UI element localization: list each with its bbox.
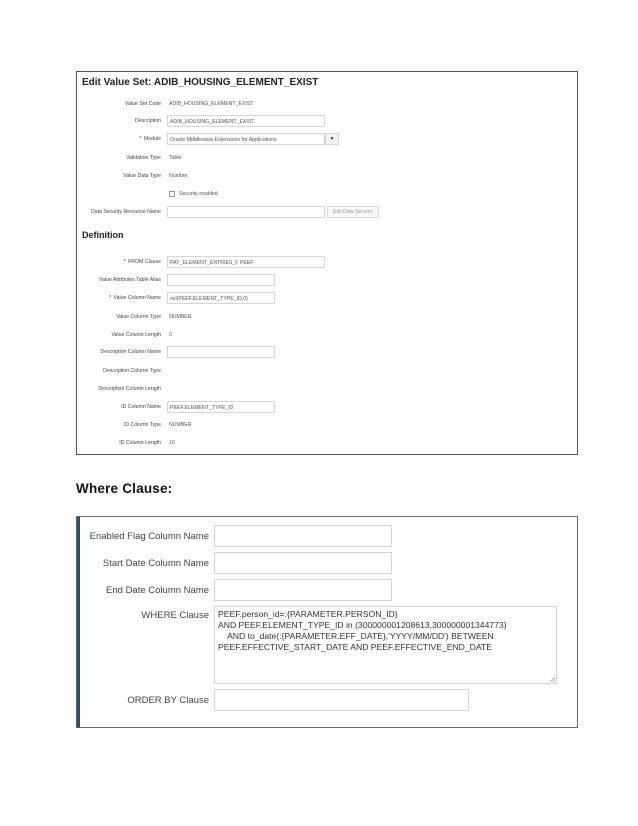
validation-type-label: Validation Type <box>126 155 161 161</box>
data-security-resource-row <box>77 206 577 220</box>
enabled-flag-column-name-label: Enabled Flag Column Name <box>89 531 209 542</box>
value-column-name-row <box>77 292 577 306</box>
resize-handle-icon[interactable] <box>549 676 555 682</box>
value-data-type-row <box>77 170 577 184</box>
order-by-clause-input[interactable] <box>214 689 469 711</box>
value-column-length-label: Value Column Length <box>111 332 161 338</box>
id-column-type-value: NUMBER <box>169 422 192 428</box>
security-enabled-checkbox[interactable] <box>169 191 175 197</box>
module-row <box>77 133 577 147</box>
id-column-length-label: ID Column Length <box>119 440 161 446</box>
security-enabled-row <box>77 189 577 203</box>
where-clause-row <box>77 606 577 684</box>
value-set-code-label: Value Set Code <box>125 101 161 107</box>
id-column-type-label: ID Column Type <box>123 422 161 428</box>
id-column-type-row <box>77 419 577 433</box>
id-column-name-row <box>77 401 577 415</box>
from-clause-row <box>77 256 577 270</box>
value-column-type-label: Value Column Type <box>116 314 161 320</box>
start-date-row <box>77 552 577 574</box>
end-date-column-name-label: End Date Column Name <box>106 585 209 596</box>
from-clause-label: * FROM Clause <box>123 259 161 265</box>
end-date-column-name-input[interactable] <box>214 579 392 601</box>
description-column-name-label: Description Column Name <box>100 349 161 355</box>
security-enabled-label: Security enabled <box>179 191 218 197</box>
enabled-flag-column-name-input[interactable] <box>214 525 392 547</box>
value-data-type-value: Number <box>169 173 188 179</box>
description-column-length-label: Description Column Length <box>98 386 161 392</box>
description-label: Description <box>135 118 161 124</box>
value-set-code-row <box>77 98 577 112</box>
enabled-flag-row <box>77 525 577 547</box>
value-column-type-row <box>77 311 577 325</box>
definition-heading: Definition <box>82 230 124 240</box>
id-column-length-row <box>77 437 577 451</box>
value-data-type-label: Value Data Type <box>123 173 161 179</box>
module-select[interactable]: Oracle Middleware Extensions for Applications <box>167 133 325 145</box>
chevron-down-icon[interactable]: ▼ <box>325 133 339 145</box>
where-clause-heading: Where Clause: <box>76 481 173 496</box>
value-attributes-table-alias-input[interactable] <box>167 274 275 286</box>
value-column-length-row <box>77 329 577 343</box>
validation-type-value: Table <box>169 155 182 161</box>
id-column-length-value: 10 <box>169 440 175 446</box>
end-date-row <box>77 579 577 601</box>
where-clause-label: WHERE Clause <box>141 610 209 621</box>
description-row <box>77 115 577 129</box>
start-date-column-name-input[interactable] <box>214 552 392 574</box>
id-column-name-input[interactable]: PEEF.ELEMENT_TYPE_ID <box>167 401 275 413</box>
value-attributes-table-alias-row <box>77 274 577 288</box>
where-clause-panel <box>76 516 578 728</box>
value-column-name-label: * Value Column Name <box>109 295 161 301</box>
module-label: * Module <box>139 136 161 142</box>
value-column-name-input[interactable]: nvl(PEEF.ELEMENT_TYPE_ID,0) <box>167 292 275 304</box>
where-clause-textarea[interactable] <box>214 606 557 684</box>
description-column-type-row <box>77 365 577 379</box>
page-title: Edit Value Set: ADIB_HOUSING_ELEMENT_EXIST <box>82 77 319 88</box>
description-column-name-input[interactable] <box>167 346 275 358</box>
data-security-resource-label: Data Security Resource Name <box>90 209 161 215</box>
edit-value-set-panel <box>76 71 578 455</box>
validation-type-row <box>77 152 577 166</box>
value-attributes-table-alias-label: Value Attributes Table Alias <box>98 277 161 283</box>
start-date-column-name-label: Start Date Column Name <box>102 558 209 569</box>
id-column-name-label: ID Column Name <box>121 404 161 410</box>
order-by-clause-label: ORDER BY Clause <box>127 695 209 706</box>
value-column-type-value: NUMBER <box>169 314 192 320</box>
from-clause-input[interactable]: PAY_ELEMENT_ENTRIES_F PEEF <box>167 256 325 268</box>
value-set-code-value: ADIB_HOUSING_ELEMENT_EXIST <box>169 101 254 107</box>
description-column-length-row <box>77 383 577 397</box>
edit-data-security-button[interactable]: Edit Data Security <box>327 206 379 218</box>
description-column-name-row <box>77 346 577 360</box>
order-by-row <box>77 689 577 711</box>
description-column-type-label: Description Column Type <box>103 368 161 374</box>
data-security-resource-input[interactable] <box>167 206 325 218</box>
description-input[interactable]: ADIB_HOUSING_ELEMENT_EXIST <box>167 115 325 127</box>
value-column-length-value: 0 <box>169 332 172 338</box>
